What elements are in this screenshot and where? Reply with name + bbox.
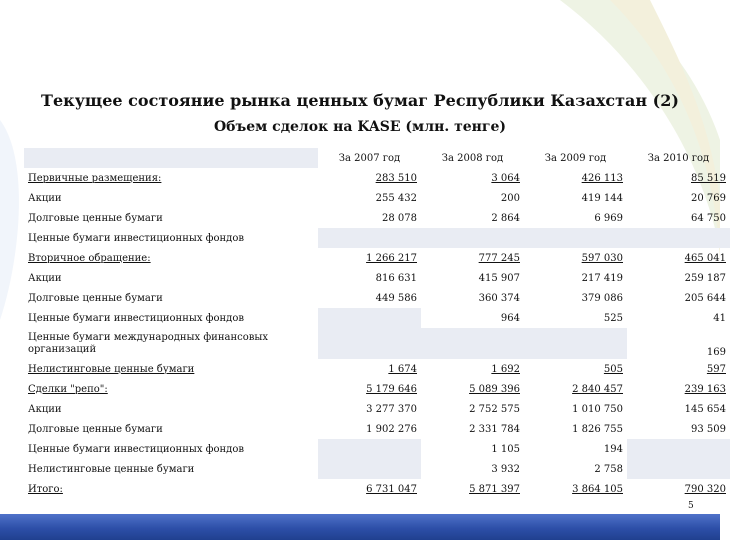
value-cell — [524, 359, 627, 379]
row-label: Акции — [28, 272, 62, 284]
value-cell — [318, 379, 421, 399]
value-cell — [318, 288, 421, 308]
value-cell — [421, 439, 524, 459]
value-cell — [318, 168, 421, 188]
value-text: 5 871 397 — [469, 483, 520, 495]
value-text: 964 — [500, 312, 520, 324]
value-text: 145 654 — [684, 403, 726, 415]
row-label: Сделки "репо": — [28, 383, 108, 395]
column-header: За 2010 год — [647, 152, 710, 164]
value-cell — [627, 228, 730, 248]
value-text: 169 — [706, 347, 726, 358]
row-label: Вторичное обращение: — [28, 252, 151, 264]
row-label: Нелистинговые ценные бумаги — [28, 363, 195, 375]
table-row — [24, 268, 730, 288]
value-text: 415 907 — [478, 272, 520, 284]
table-row — [24, 419, 730, 439]
value-cell — [627, 419, 730, 439]
value-text: 3 864 105 — [572, 483, 623, 495]
value-cell — [524, 459, 627, 479]
row-label: Первичные размещения: — [28, 172, 162, 184]
table-row — [24, 459, 730, 479]
value-text: 419 144 — [581, 192, 623, 204]
value-cell — [524, 288, 627, 308]
value-text: 28 078 — [382, 212, 417, 224]
value-cell — [421, 419, 524, 439]
table-row — [24, 208, 730, 228]
row-label: Акции — [28, 403, 62, 415]
value-text: 777 245 — [478, 252, 520, 264]
value-cell — [421, 188, 524, 208]
value-text: 449 586 — [375, 292, 417, 304]
row-label: Ценные бумаги инвестиционных фондов — [28, 312, 244, 324]
value-text: 200 — [500, 192, 520, 204]
value-text: 360 374 — [478, 292, 520, 304]
value-cell — [318, 439, 421, 459]
footer-bar — [0, 514, 720, 540]
value-cell — [524, 379, 627, 399]
value-text: 6 969 — [594, 212, 623, 224]
value-cell — [318, 208, 421, 228]
value-cell — [421, 399, 524, 419]
value-text: 525 — [603, 312, 623, 324]
table-row — [24, 379, 730, 399]
table-row — [24, 439, 730, 459]
value-cell — [524, 208, 627, 228]
value-text: 1 010 750 — [572, 403, 623, 415]
row-label: Долговые ценные бумаги — [28, 423, 163, 435]
value-cell — [421, 479, 524, 499]
value-text: 283 510 — [375, 172, 417, 184]
value-text: 597 — [706, 363, 726, 375]
value-text: 465 041 — [684, 252, 726, 264]
value-cell — [524, 439, 627, 459]
value-cell — [627, 399, 730, 419]
value-cell — [524, 328, 627, 359]
value-cell — [318, 308, 421, 328]
value-cell — [421, 208, 524, 228]
value-cell — [421, 379, 524, 399]
value-text: 93 509 — [691, 423, 726, 435]
value-text: 6 731 047 — [366, 483, 417, 495]
value-cell — [627, 308, 730, 328]
value-text: 1 674 — [388, 363, 417, 375]
value-cell — [524, 268, 627, 288]
value-text: 2 864 — [491, 212, 520, 224]
value-text: 1 105 — [491, 443, 520, 455]
row-label: Нелистинговые ценные бумаги — [28, 463, 195, 475]
value-text: 1 902 276 — [366, 423, 417, 435]
value-text: 2 758 — [594, 463, 623, 475]
value-text: 816 631 — [375, 272, 417, 284]
value-text: 505 — [603, 363, 623, 375]
table-row — [24, 228, 730, 248]
table-row — [24, 328, 730, 359]
value-text: 217 419 — [581, 272, 623, 284]
value-cell — [421, 268, 524, 288]
slide-subtitle: Объем сделок на KASE (млн. тенге) — [213, 119, 507, 135]
value-text: 194 — [603, 443, 623, 455]
row-label: Ценные бумаги инвестиционных фондов — [28, 232, 244, 244]
value-cell — [627, 168, 730, 188]
value-cell — [421, 288, 524, 308]
row-label: Ценные бумаги инвестиционных фондов — [28, 443, 244, 455]
value-text: 3 277 370 — [366, 403, 417, 415]
table-header-row — [24, 148, 730, 168]
value-text: 239 163 — [684, 383, 726, 395]
column-header: За 2009 год — [544, 152, 607, 164]
value-cell — [627, 208, 730, 228]
value-text: 426 113 — [581, 172, 623, 184]
value-text: 5 179 646 — [366, 383, 417, 395]
value-text: 20 769 — [691, 192, 726, 204]
value-cell — [524, 419, 627, 439]
value-cell — [524, 168, 627, 188]
table-row — [24, 359, 730, 379]
value-text: 1 266 217 — [366, 252, 417, 264]
row-label: Итого: — [28, 483, 63, 495]
value-cell — [627, 439, 730, 459]
value-text: 64 750 — [691, 212, 726, 224]
value-text: 3 932 — [491, 463, 520, 475]
value-text: 85 519 — [691, 172, 726, 184]
table-row — [24, 399, 730, 419]
value-cell — [421, 359, 524, 379]
value-cell — [627, 248, 730, 268]
value-cell — [524, 399, 627, 419]
value-cell — [627, 328, 730, 359]
value-text: 259 187 — [684, 272, 726, 284]
value-cell — [318, 268, 421, 288]
value-cell — [421, 328, 524, 359]
value-cell — [627, 479, 730, 499]
slide-title: Текущее состояние рынка ценных бумаг Республики Казахстан (2) — [41, 91, 679, 110]
value-text: 1 826 755 — [572, 423, 623, 435]
page-number: 5 — [688, 501, 694, 511]
column-header: За 2007 год — [338, 152, 401, 164]
trading-volume-table — [24, 148, 730, 499]
value-text: 379 086 — [581, 292, 623, 304]
value-cell — [524, 228, 627, 248]
table-row — [24, 168, 730, 188]
value-text: 597 030 — [581, 252, 623, 264]
table-row — [24, 188, 730, 208]
table-row — [24, 288, 730, 308]
row-label: Акции — [28, 192, 62, 204]
value-text: 255 432 — [375, 192, 417, 204]
value-text: 2 331 784 — [469, 423, 520, 435]
value-cell — [318, 248, 421, 268]
value-cell — [627, 188, 730, 208]
row-label: Долговые ценные бумаги — [28, 212, 163, 224]
value-cell — [524, 479, 627, 499]
value-text: 2 752 575 — [469, 403, 520, 415]
value-text: 2 840 457 — [572, 383, 623, 395]
value-cell — [318, 328, 421, 359]
value-cell — [421, 308, 524, 328]
value-cell — [318, 188, 421, 208]
value-cell — [318, 459, 421, 479]
value-cell — [318, 228, 421, 248]
value-cell — [627, 379, 730, 399]
value-text: 1 692 — [491, 363, 520, 375]
value-cell — [524, 188, 627, 208]
value-cell — [627, 459, 730, 479]
row-label: Ценные бумаги международных финансовых организаций — [28, 331, 268, 355]
value-cell — [318, 399, 421, 419]
value-cell — [627, 288, 730, 308]
value-text: 5 089 396 — [469, 383, 520, 395]
value-cell — [627, 359, 730, 379]
value-cell — [421, 168, 524, 188]
value-cell — [318, 359, 421, 379]
value-cell — [421, 248, 524, 268]
row-label: Долговые ценные бумаги — [28, 292, 163, 304]
table-row — [24, 308, 730, 328]
value-text: 205 644 — [684, 292, 726, 304]
table-row — [24, 248, 730, 268]
value-text: 790 320 — [684, 483, 726, 495]
value-cell — [318, 479, 421, 499]
value-cell — [318, 419, 421, 439]
value-text: 41 — [713, 312, 726, 324]
table-row — [24, 479, 730, 499]
value-cell — [627, 268, 730, 288]
header-blank-cell — [24, 148, 318, 168]
value-cell — [524, 308, 627, 328]
value-cell — [421, 228, 524, 248]
value-cell — [421, 459, 524, 479]
value-cell — [524, 248, 627, 268]
column-header: За 2008 год — [441, 152, 504, 164]
value-text: 3 064 — [491, 172, 520, 184]
